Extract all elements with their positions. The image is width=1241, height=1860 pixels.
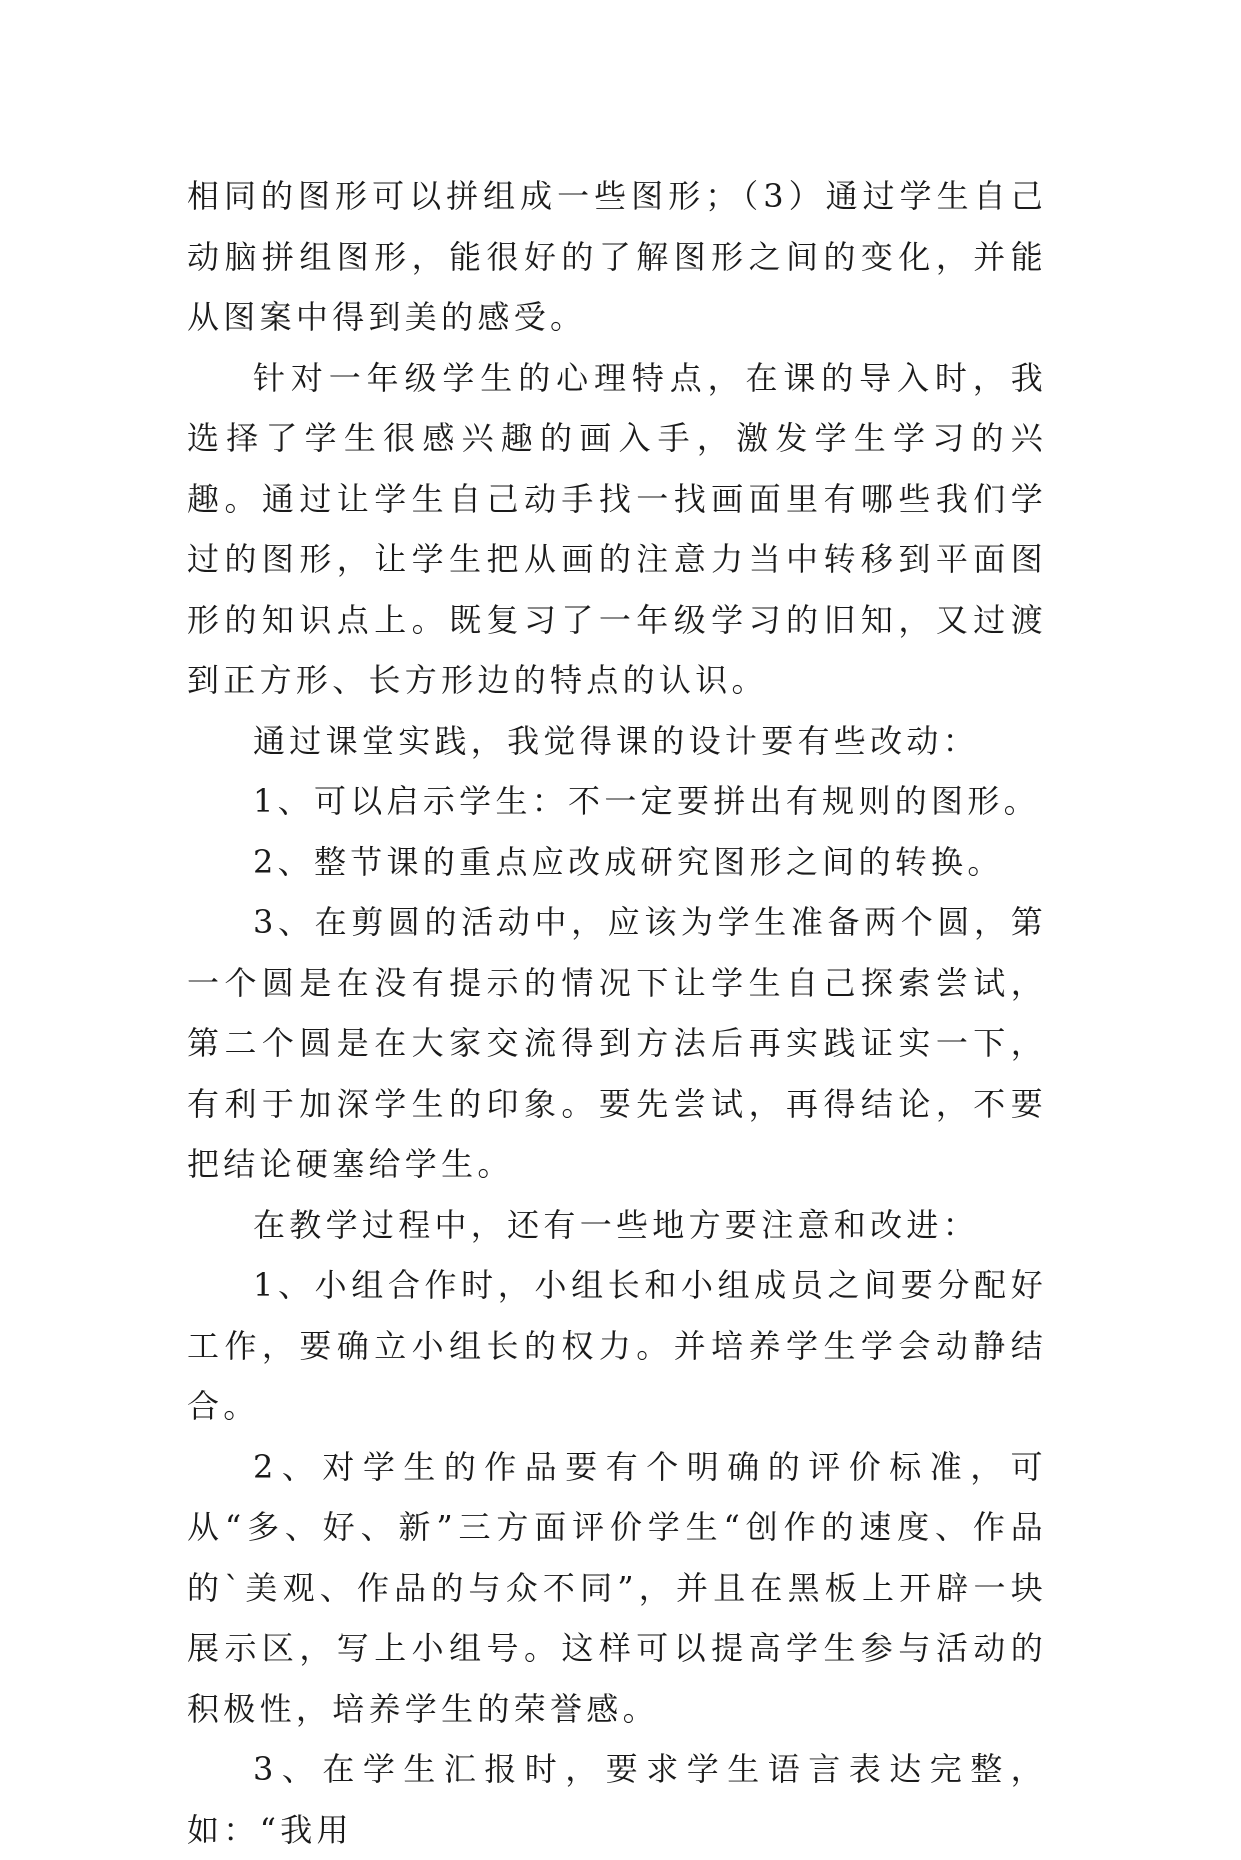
list-item: 3、在剪圆的活动中，应该为学生准备两个圆，第一个圆是在没有提示的情况下让学生自己探索尝试，第二个圆是在大家交流得到方法后再实践证实一下，有利于加深学生的印象。要先尝试，再得结论，不要把结论硬塞给学生。 xyxy=(187,903,1047,1183)
paragraph: 通过课堂实践，我觉得课的设计要有些改动： xyxy=(253,721,980,760)
paragraph: 在教学过程中，还有一些地方要注意和改进： xyxy=(253,1205,980,1244)
list-item: 2、对学生的作品要有个明确的评价标准，可从“多、好、新”三方面评价学生“创作的速度、作品的`美观、作品的与众不同”，并且在黑板上开辟一块展示区，写上小组号。这样可以提高学生参与活动的积极性，培养学生的荣誉感。 xyxy=(187,1447,1047,1728)
paragraph: 针对一年级学生的心理特点，在课的导入时，我选择了学生很感兴趣的画入手，激发学生学习的兴趣。通过让学生自己动手找一找画面里有哪些我们学过的图形，让学生把从画的注意力当中转移到平面图形的知识点上。既复习了一年级学习的旧知，又过渡到正方形、长方形边的特点的认识。 xyxy=(187,358,1047,699)
list-item: 2、整节课的重点应改成研究图形之间的转换。 xyxy=(253,842,1004,881)
document-body xyxy=(187,166,1047,1860)
list-item: 1、可以启示学生：不一定要拼出有规则的图形。 xyxy=(253,782,1040,820)
paragraph: 相同的图形可以拼组成一些图形；（3）通过学生自己动脑拼组图形，能很好的了解图形之间的变化，并能从图案中得到美的感受。 xyxy=(187,177,1047,336)
list-item: 1、小组合作时，小组长和小组成员之间要分配好工作，要确立小组长的权力。并培养学生学会动静结合。 xyxy=(187,1266,1047,1425)
list-item: 3、在学生汇报时，要求学生语言表达完整，如：“我用 xyxy=(187,1750,1047,1849)
